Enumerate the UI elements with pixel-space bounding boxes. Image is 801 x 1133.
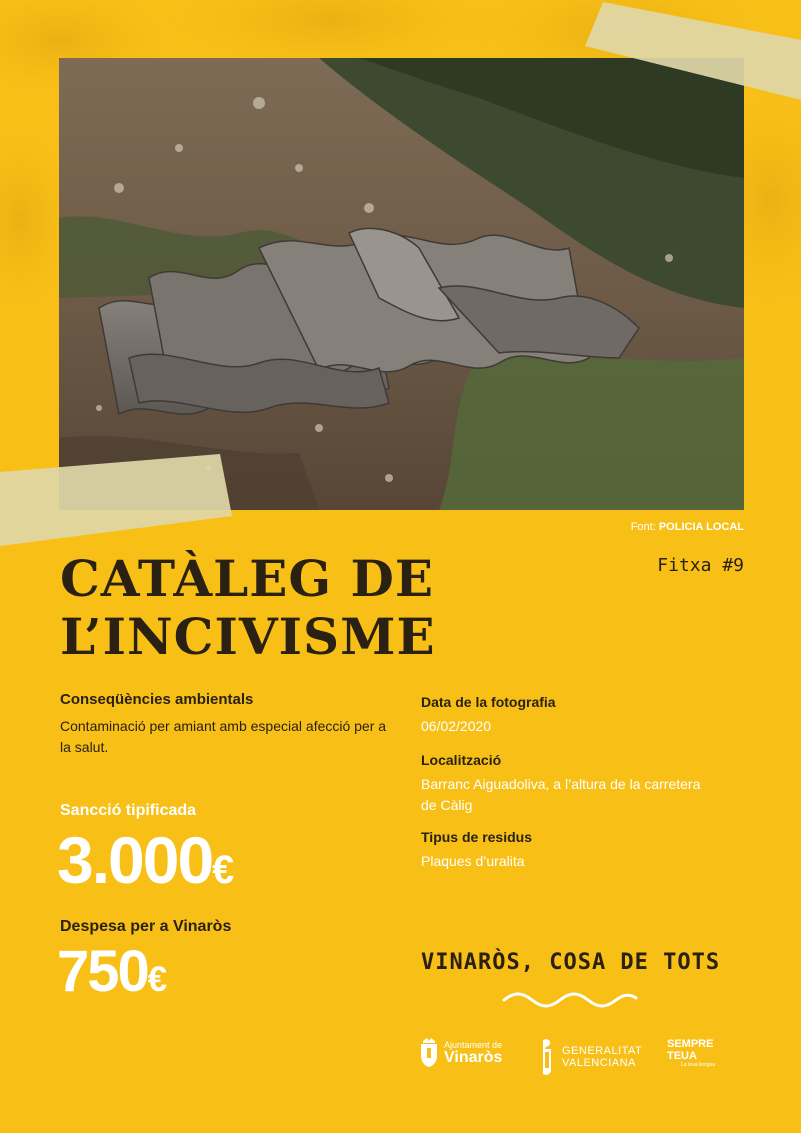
date-value: 06/02/2020 [421, 718, 492, 734]
cost-amount [57, 938, 165, 1014]
sempre-line1: SEMPRE [667, 1038, 714, 1050]
location-block [421, 752, 711, 816]
location-value: Barranc Aiguadoliva, a l’altura de la carretera de Càlig [421, 776, 701, 813]
generalitat-line1: GENERALITAT [562, 1045, 643, 1057]
sempre-tagline: La teua llengua [681, 1062, 716, 1068]
vinaros-shield-icon [419, 1038, 439, 1068]
cost-amount-value: 750 [57, 939, 148, 1004]
wave-decoration [502, 990, 638, 1010]
location-label: Localització [421, 752, 502, 768]
waste-value: Plaques d’uralita [421, 853, 525, 869]
date-block [421, 694, 711, 737]
tape-top-right [585, 0, 801, 100]
generalitat-line2: VALENCIANA [562, 1057, 636, 1069]
slogan: VINARÒS, COSA DE TOTS [421, 950, 721, 975]
photo-credit-prefix: Font: [630, 521, 656, 533]
asbestos-dump-photo [59, 58, 744, 510]
waste-block [421, 829, 711, 872]
cost-label: Despesa per a Vinaròs [60, 918, 232, 935]
sanction-label: Sancció tipificada [60, 802, 197, 819]
date-label: Data de la fotografia [421, 694, 556, 710]
ajuntament-line2: Vinaròs [444, 1049, 503, 1066]
generalitat-valenciana-logo [538, 1038, 642, 1076]
generalitat-emblem-icon [538, 1038, 556, 1076]
consequences-heading: Conseqüències ambientals [60, 691, 254, 708]
sanction-amount [57, 822, 232, 908]
sempre-line2: TEUA [667, 1050, 697, 1062]
ajuntament-line1: Ajuntament de [444, 1040, 503, 1050]
title-line-2: L’INCIVISME [60, 607, 436, 666]
photo-credit [631, 521, 744, 533]
page-title [60, 550, 436, 666]
photo-credit-name: POLICIA LOCAL [658, 521, 744, 533]
tape-bottom-left [0, 450, 232, 546]
card-number: Fitxa #9 [657, 555, 744, 576]
sempre-teua-logo [667, 1038, 715, 1068]
waste-label: Tipus de residus [421, 829, 532, 845]
sanction-currency: € [212, 848, 233, 892]
ajuntament-vinaros-logo [419, 1038, 502, 1068]
title-line-1: CATÀLEG DE [60, 549, 434, 608]
cost-currency: € [147, 960, 166, 999]
sanction-amount-value: 3.000 [57, 823, 213, 897]
consequences-text: Contaminació per amiant amb especial afecció per a la salut. [60, 718, 387, 755]
